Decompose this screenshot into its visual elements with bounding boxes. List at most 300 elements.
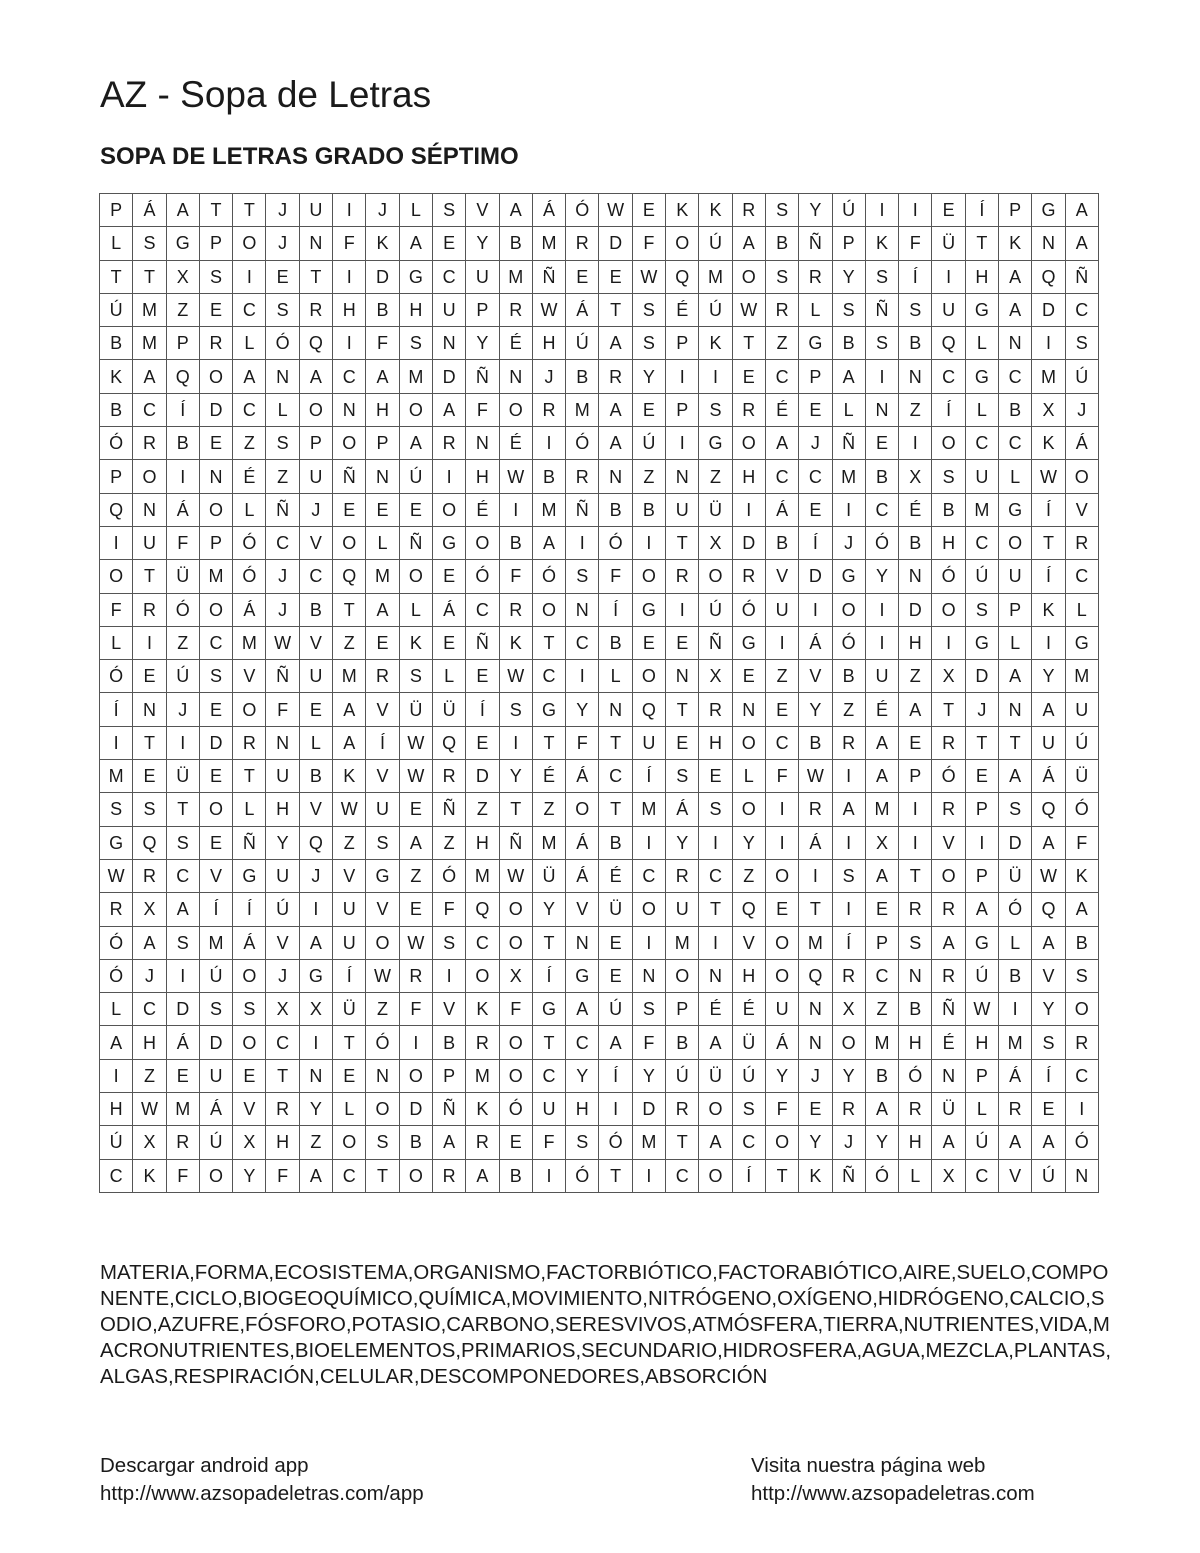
grid-cell[interactable]: T	[765, 1159, 798, 1192]
grid-cell[interactable]: I	[333, 194, 366, 227]
grid-cell[interactable]: Ó	[599, 526, 632, 559]
grid-cell[interactable]: Á	[566, 826, 599, 859]
grid-cell[interactable]: I	[765, 793, 798, 826]
grid-cell[interactable]: J	[266, 560, 299, 593]
grid-cell[interactable]: Z	[266, 460, 299, 493]
grid-cell[interactable]: Y	[632, 360, 665, 393]
grid-cell[interactable]: F	[366, 327, 399, 360]
grid-cell[interactable]: S	[199, 260, 232, 293]
grid-cell[interactable]: Ñ	[266, 660, 299, 693]
grid-cell[interactable]: E	[599, 260, 632, 293]
grid-cell[interactable]: L	[100, 626, 133, 659]
grid-cell[interactable]: Á	[166, 1026, 199, 1059]
grid-cell[interactable]: X	[832, 993, 865, 1026]
grid-cell[interactable]: S	[632, 993, 665, 1026]
grid-cell[interactable]: N	[299, 1059, 332, 1092]
grid-cell[interactable]: Á	[233, 593, 266, 626]
grid-cell[interactable]: Ó	[499, 1093, 532, 1126]
grid-cell[interactable]: R	[666, 859, 699, 892]
grid-cell[interactable]: R	[1065, 526, 1098, 559]
grid-cell[interactable]: A	[1032, 826, 1065, 859]
grid-cell[interactable]: Ó	[366, 1026, 399, 1059]
grid-cell[interactable]: A	[932, 1126, 965, 1159]
grid-cell[interactable]: A	[599, 1026, 632, 1059]
grid-cell[interactable]: C	[965, 1159, 998, 1192]
grid-cell[interactable]: N	[333, 393, 366, 426]
grid-cell[interactable]: S	[632, 293, 665, 326]
grid-cell[interactable]: O	[199, 493, 232, 526]
grid-cell[interactable]: A	[865, 859, 898, 892]
grid-cell[interactable]: C	[532, 1059, 565, 1092]
grid-cell[interactable]: P	[666, 993, 699, 1026]
grid-cell[interactable]: I	[732, 493, 765, 526]
grid-cell[interactable]: N	[566, 593, 599, 626]
grid-cell[interactable]: T	[732, 327, 765, 360]
grid-cell[interactable]: S	[832, 293, 865, 326]
grid-cell[interactable]: I	[865, 593, 898, 626]
grid-cell[interactable]: Ñ	[233, 826, 266, 859]
grid-cell[interactable]: P	[965, 1059, 998, 1092]
grid-cell[interactable]: E	[199, 760, 232, 793]
grid-cell[interactable]: Ü	[166, 760, 199, 793]
grid-cell[interactable]: I	[432, 959, 465, 992]
grid-cell[interactable]: Í	[632, 760, 665, 793]
grid-cell[interactable]: L	[999, 460, 1032, 493]
grid-cell[interactable]: S	[266, 293, 299, 326]
grid-cell[interactable]: P	[832, 227, 865, 260]
grid-cell[interactable]: E	[932, 194, 965, 227]
grid-cell[interactable]: B	[765, 227, 798, 260]
grid-cell[interactable]: T	[299, 260, 332, 293]
grid-cell[interactable]: R	[466, 1026, 499, 1059]
grid-cell[interactable]: Y	[799, 1126, 832, 1159]
grid-cell[interactable]: O	[765, 1126, 798, 1159]
grid-cell[interactable]: X	[865, 826, 898, 859]
grid-cell[interactable]: C	[599, 760, 632, 793]
grid-cell[interactable]: L	[233, 493, 266, 526]
grid-cell[interactable]: N	[266, 360, 299, 393]
grid-cell[interactable]: L	[732, 760, 765, 793]
grid-cell[interactable]: G	[732, 626, 765, 659]
grid-cell[interactable]: C	[166, 859, 199, 892]
grid-cell[interactable]: T	[100, 260, 133, 293]
grid-cell[interactable]: B	[366, 293, 399, 326]
grid-cell[interactable]: E	[199, 293, 232, 326]
grid-cell[interactable]: M	[1065, 660, 1098, 693]
grid-cell[interactable]: Ú	[100, 1126, 133, 1159]
grid-cell[interactable]: Q	[1032, 793, 1065, 826]
grid-cell[interactable]: Ó	[466, 560, 499, 593]
grid-cell[interactable]: W	[599, 194, 632, 227]
grid-cell[interactable]: Á	[765, 493, 798, 526]
grid-cell[interactable]: K	[466, 993, 499, 1026]
grid-cell[interactable]: N	[999, 327, 1032, 360]
grid-cell[interactable]: V	[299, 526, 332, 559]
grid-cell[interactable]: E	[1032, 1093, 1065, 1126]
grid-cell[interactable]: U	[299, 460, 332, 493]
grid-cell[interactable]: B	[932, 493, 965, 526]
grid-cell[interactable]: Ó	[732, 593, 765, 626]
grid-cell[interactable]: B	[532, 460, 565, 493]
grid-cell[interactable]: A	[366, 360, 399, 393]
grid-cell[interactable]: E	[199, 826, 232, 859]
grid-cell[interactable]: O	[199, 1159, 232, 1192]
grid-cell[interactable]: A	[432, 393, 465, 426]
grid-cell[interactable]: I	[566, 526, 599, 559]
grid-cell[interactable]: O	[932, 427, 965, 460]
grid-cell[interactable]: M	[133, 293, 166, 326]
grid-cell[interactable]: E	[599, 959, 632, 992]
grid-cell[interactable]: T	[599, 293, 632, 326]
grid-cell[interactable]: Í	[366, 726, 399, 759]
grid-cell[interactable]: J	[299, 859, 332, 892]
grid-cell[interactable]: Á	[199, 1093, 232, 1126]
grid-cell[interactable]: U	[1032, 726, 1065, 759]
grid-cell[interactable]: U	[432, 293, 465, 326]
grid-cell[interactable]: Ú	[666, 1059, 699, 1092]
grid-cell[interactable]: Z	[399, 859, 432, 892]
grid-cell[interactable]: S	[566, 1126, 599, 1159]
grid-cell[interactable]: E	[499, 1126, 532, 1159]
grid-cell[interactable]: X	[499, 959, 532, 992]
grid-cell[interactable]: K	[366, 227, 399, 260]
grid-cell[interactable]: U	[666, 893, 699, 926]
grid-cell[interactable]: H	[899, 1126, 932, 1159]
grid-cell[interactable]: I	[765, 626, 798, 659]
grid-cell[interactable]: I	[599, 1093, 632, 1126]
grid-cell[interactable]: G	[965, 926, 998, 959]
grid-cell[interactable]: Ü	[599, 893, 632, 926]
grid-cell[interactable]: O	[399, 560, 432, 593]
grid-cell[interactable]: L	[965, 393, 998, 426]
grid-cell[interactable]: Ó	[100, 926, 133, 959]
grid-cell[interactable]: R	[466, 1126, 499, 1159]
grid-cell[interactable]: W	[100, 859, 133, 892]
grid-cell[interactable]: M	[632, 793, 665, 826]
grid-cell[interactable]: Ú	[599, 993, 632, 1026]
grid-cell[interactable]: N	[999, 693, 1032, 726]
grid-cell[interactable]: W	[632, 260, 665, 293]
grid-cell[interactable]: G	[999, 493, 1032, 526]
grid-cell[interactable]: O	[399, 1059, 432, 1092]
grid-cell[interactable]: V	[366, 893, 399, 926]
grid-cell[interactable]: Q	[299, 826, 332, 859]
grid-cell[interactable]: A	[832, 360, 865, 393]
grid-cell[interactable]: W	[333, 793, 366, 826]
grid-cell[interactable]: G	[1032, 194, 1065, 227]
grid-cell[interactable]: W	[732, 293, 765, 326]
grid-cell[interactable]: Ñ	[566, 493, 599, 526]
grid-cell[interactable]: É	[499, 427, 532, 460]
grid-cell[interactable]: W	[399, 926, 432, 959]
grid-cell[interactable]: L	[999, 626, 1032, 659]
grid-cell[interactable]: R	[799, 260, 832, 293]
grid-cell[interactable]: L	[366, 526, 399, 559]
grid-cell[interactable]: Í	[932, 393, 965, 426]
grid-cell[interactable]: W	[266, 626, 299, 659]
grid-cell[interactable]: S	[432, 194, 465, 227]
grid-cell[interactable]: Í	[1032, 560, 1065, 593]
grid-cell[interactable]: V	[1065, 493, 1098, 526]
grid-cell[interactable]: A	[999, 660, 1032, 693]
grid-cell[interactable]: A	[1065, 893, 1098, 926]
grid-cell[interactable]: I	[333, 327, 366, 360]
grid-cell[interactable]: Q	[166, 360, 199, 393]
grid-cell[interactable]: M	[1032, 360, 1065, 393]
grid-cell[interactable]: H	[266, 1126, 299, 1159]
grid-cell[interactable]: L	[233, 793, 266, 826]
grid-cell[interactable]: I	[899, 194, 932, 227]
grid-cell[interactable]: O	[1065, 993, 1098, 1026]
grid-cell[interactable]: C	[266, 1026, 299, 1059]
grid-cell[interactable]: K	[699, 194, 732, 227]
grid-cell[interactable]: Ó	[432, 859, 465, 892]
grid-cell[interactable]: V	[366, 760, 399, 793]
grid-cell[interactable]: I	[100, 526, 133, 559]
grid-cell[interactable]: T	[666, 526, 699, 559]
grid-cell[interactable]: W	[499, 460, 532, 493]
grid-cell[interactable]: J	[965, 693, 998, 726]
grid-cell[interactable]: X	[1032, 393, 1065, 426]
grid-cell[interactable]: E	[732, 360, 765, 393]
grid-cell[interactable]: Y	[1032, 660, 1065, 693]
grid-cell[interactable]: B	[799, 726, 832, 759]
grid-cell[interactable]: H	[333, 293, 366, 326]
grid-cell[interactable]: B	[899, 993, 932, 1026]
grid-cell[interactable]: R	[666, 1093, 699, 1126]
grid-cell[interactable]: Ü	[1065, 760, 1098, 793]
grid-cell[interactable]: G	[399, 260, 432, 293]
grid-cell[interactable]: S	[100, 793, 133, 826]
grid-cell[interactable]: E	[299, 693, 332, 726]
grid-cell[interactable]: F	[499, 993, 532, 1026]
grid-cell[interactable]: Ü	[732, 1026, 765, 1059]
grid-cell[interactable]: O	[765, 859, 798, 892]
grid-cell[interactable]: T	[999, 726, 1032, 759]
grid-cell[interactable]: L	[399, 194, 432, 227]
grid-cell[interactable]: E	[765, 693, 798, 726]
grid-cell[interactable]: R	[566, 227, 599, 260]
grid-cell[interactable]: X	[266, 993, 299, 1026]
grid-cell[interactable]: U	[999, 560, 1032, 593]
grid-cell[interactable]: M	[865, 1026, 898, 1059]
grid-cell[interactable]: T	[965, 227, 998, 260]
grid-cell[interactable]: T	[133, 560, 166, 593]
grid-cell[interactable]: G	[632, 593, 665, 626]
grid-cell[interactable]: U	[865, 660, 898, 693]
grid-cell[interactable]: Ó	[932, 560, 965, 593]
grid-cell[interactable]: É	[899, 493, 932, 526]
grid-cell[interactable]: L	[832, 393, 865, 426]
grid-cell[interactable]: V	[932, 826, 965, 859]
grid-cell[interactable]: W	[532, 293, 565, 326]
grid-cell[interactable]: Y	[632, 1059, 665, 1092]
grid-cell[interactable]: E	[166, 1059, 199, 1092]
grid-cell[interactable]: A	[432, 1126, 465, 1159]
app-download-link[interactable]: http://www.azsopadeletras.com/app	[100, 1482, 424, 1505]
grid-cell[interactable]: Z	[333, 626, 366, 659]
grid-cell[interactable]: H	[532, 327, 565, 360]
grid-cell[interactable]: E	[366, 493, 399, 526]
grid-cell[interactable]: K	[699, 327, 732, 360]
grid-cell[interactable]: Í	[599, 1059, 632, 1092]
grid-cell[interactable]: T	[599, 726, 632, 759]
grid-cell[interactable]: I	[699, 926, 732, 959]
grid-cell[interactable]: J	[799, 427, 832, 460]
grid-cell[interactable]: R	[732, 560, 765, 593]
grid-cell[interactable]: T	[333, 1026, 366, 1059]
grid-cell[interactable]: A	[133, 926, 166, 959]
grid-cell[interactable]: T	[599, 1159, 632, 1192]
grid-cell[interactable]: Ó	[100, 660, 133, 693]
grid-cell[interactable]: O	[299, 393, 332, 426]
grid-cell[interactable]: K	[1065, 859, 1098, 892]
grid-cell[interactable]: B	[399, 1126, 432, 1159]
grid-cell[interactable]: L	[965, 327, 998, 360]
grid-cell[interactable]: B	[299, 760, 332, 793]
grid-cell[interactable]: G	[1065, 626, 1098, 659]
grid-cell[interactable]: É	[732, 993, 765, 1026]
grid-cell[interactable]: É	[499, 327, 532, 360]
grid-cell[interactable]: B	[832, 327, 865, 360]
grid-cell[interactable]: Ú	[699, 227, 732, 260]
grid-cell[interactable]: R	[899, 1093, 932, 1126]
grid-cell[interactable]: S	[499, 693, 532, 726]
grid-cell[interactable]: U	[266, 859, 299, 892]
grid-cell[interactable]: A	[599, 427, 632, 460]
grid-cell[interactable]: B	[899, 327, 932, 360]
grid-cell[interactable]: Q	[799, 959, 832, 992]
grid-cell[interactable]: A	[366, 593, 399, 626]
grid-cell[interactable]: D	[965, 660, 998, 693]
grid-cell[interactable]: C	[532, 660, 565, 693]
grid-cell[interactable]: C	[333, 1159, 366, 1192]
grid-cell[interactable]: N	[666, 460, 699, 493]
grid-cell[interactable]: T	[199, 194, 232, 227]
grid-cell[interactable]: N	[932, 1059, 965, 1092]
grid-cell[interactable]: O	[832, 593, 865, 626]
grid-cell[interactable]: R	[732, 194, 765, 227]
grid-cell[interactable]: E	[199, 427, 232, 460]
grid-cell[interactable]: R	[699, 693, 732, 726]
grid-cell[interactable]: I	[166, 726, 199, 759]
grid-cell[interactable]: Ó	[233, 560, 266, 593]
grid-cell[interactable]: C	[233, 393, 266, 426]
grid-cell[interactable]: A	[399, 427, 432, 460]
grid-cell[interactable]: A	[999, 260, 1032, 293]
grid-cell[interactable]: P	[999, 194, 1032, 227]
grid-cell[interactable]: Ú	[199, 1126, 232, 1159]
grid-cell[interactable]: N	[299, 227, 332, 260]
grid-cell[interactable]: X	[699, 660, 732, 693]
grid-cell[interactable]: Ó	[932, 760, 965, 793]
grid-cell[interactable]: E	[699, 760, 732, 793]
grid-cell[interactable]: Ú	[1065, 726, 1098, 759]
grid-cell[interactable]: O	[233, 959, 266, 992]
grid-cell[interactable]: C	[199, 626, 232, 659]
grid-cell[interactable]: K	[799, 1159, 832, 1192]
grid-cell[interactable]: X	[166, 260, 199, 293]
grid-cell[interactable]: Ü	[532, 859, 565, 892]
grid-cell[interactable]: T	[233, 194, 266, 227]
grid-cell[interactable]: M	[366, 560, 399, 593]
grid-cell[interactable]: O	[333, 526, 366, 559]
grid-cell[interactable]: R	[599, 360, 632, 393]
grid-cell[interactable]: R	[566, 460, 599, 493]
grid-cell[interactable]: I	[865, 626, 898, 659]
grid-cell[interactable]: V	[432, 993, 465, 1026]
grid-cell[interactable]: N	[799, 1026, 832, 1059]
grid-cell[interactable]: I	[832, 493, 865, 526]
grid-cell[interactable]: Ñ	[832, 1159, 865, 1192]
grid-cell[interactable]: U	[1065, 693, 1098, 726]
grid-cell[interactable]: H	[899, 1026, 932, 1059]
grid-cell[interactable]: P	[199, 227, 232, 260]
grid-cell[interactable]: D	[399, 1093, 432, 1126]
grid-cell[interactable]: I	[1065, 1093, 1098, 1126]
grid-cell[interactable]: E	[233, 1059, 266, 1092]
grid-cell[interactable]: Z	[899, 660, 932, 693]
grid-cell[interactable]: K	[133, 1159, 166, 1192]
grid-cell[interactable]: O	[999, 526, 1032, 559]
grid-cell[interactable]: H	[965, 260, 998, 293]
grid-cell[interactable]: Á	[1032, 760, 1065, 793]
grid-cell[interactable]: V	[233, 660, 266, 693]
grid-cell[interactable]: Ó	[865, 1159, 898, 1192]
grid-cell[interactable]: W	[399, 726, 432, 759]
grid-cell[interactable]: T	[266, 1059, 299, 1092]
grid-cell[interactable]: A	[999, 293, 1032, 326]
grid-cell[interactable]: L	[233, 327, 266, 360]
grid-cell[interactable]: W	[965, 993, 998, 1026]
grid-cell[interactable]: V	[566, 893, 599, 926]
grid-cell[interactable]: Ü	[932, 227, 965, 260]
grid-cell[interactable]: B	[999, 393, 1032, 426]
grid-cell[interactable]: R	[233, 726, 266, 759]
grid-cell[interactable]: Ú	[965, 1126, 998, 1159]
grid-cell[interactable]: A	[299, 1159, 332, 1192]
grid-cell[interactable]: N	[699, 959, 732, 992]
grid-cell[interactable]: Ó	[266, 327, 299, 360]
grid-cell[interactable]: J	[832, 526, 865, 559]
grid-cell[interactable]: E	[399, 793, 432, 826]
grid-cell[interactable]: T	[166, 793, 199, 826]
grid-cell[interactable]: I	[965, 826, 998, 859]
grid-cell[interactable]: P	[666, 327, 699, 360]
grid-cell[interactable]: R	[932, 959, 965, 992]
grid-cell[interactable]: S	[832, 859, 865, 892]
grid-cell[interactable]: Ó	[899, 1059, 932, 1092]
grid-cell[interactable]: Ó	[166, 593, 199, 626]
grid-cell[interactable]: Z	[699, 460, 732, 493]
grid-cell[interactable]: N	[366, 1059, 399, 1092]
grid-cell[interactable]: L	[432, 660, 465, 693]
grid-cell[interactable]: I	[832, 826, 865, 859]
grid-cell[interactable]: Á	[666, 793, 699, 826]
grid-cell[interactable]: Y	[799, 194, 832, 227]
grid-cell[interactable]: C	[233, 293, 266, 326]
grid-cell[interactable]: T	[666, 693, 699, 726]
grid-cell[interactable]: M	[566, 393, 599, 426]
grid-cell[interactable]: Ñ	[532, 260, 565, 293]
grid-cell[interactable]: S	[632, 327, 665, 360]
grid-cell[interactable]: O	[499, 926, 532, 959]
grid-cell[interactable]: R	[832, 1093, 865, 1126]
grid-cell[interactable]: O	[399, 1159, 432, 1192]
grid-cell[interactable]: A	[233, 360, 266, 393]
grid-cell[interactable]: I	[333, 260, 366, 293]
grid-cell[interactable]: Z	[366, 993, 399, 1026]
